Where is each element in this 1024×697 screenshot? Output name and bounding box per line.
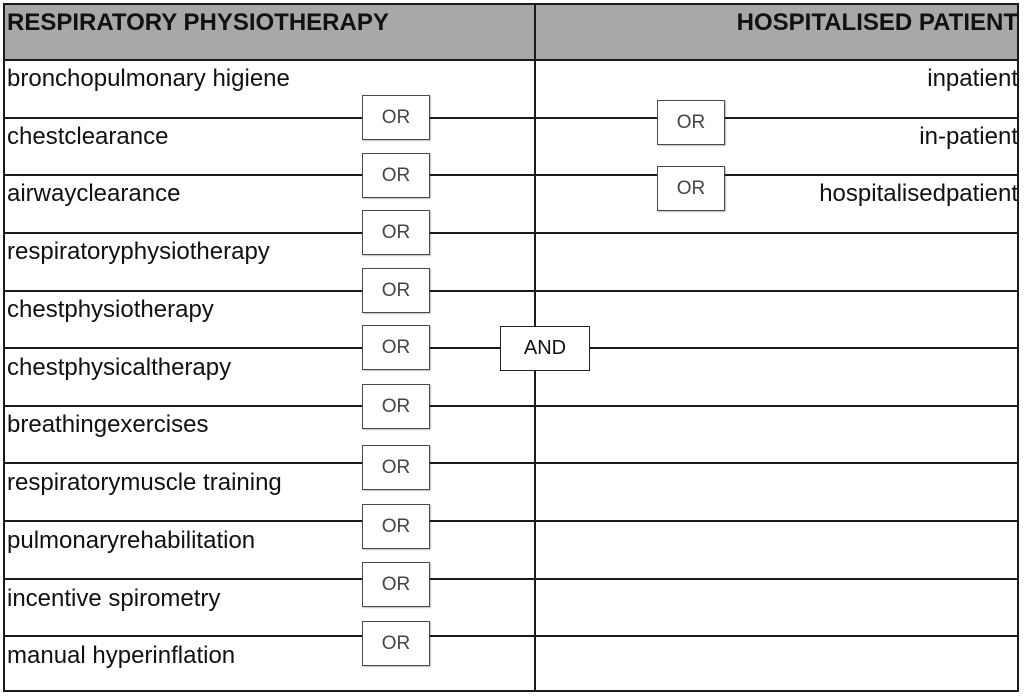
or-operator-box: OR (362, 325, 430, 370)
or-operator-box: OR (362, 153, 430, 198)
or-operator-box: OR (362, 621, 430, 666)
row-divider (5, 117, 1017, 119)
header-divider (5, 59, 1017, 61)
or-operator-box: OR (362, 445, 430, 490)
right-column-header: HOSPITALISED PATIENT (736, 9, 1018, 36)
right-term: hospitalisedpatient (819, 180, 1018, 207)
left-term: pulmonaryrehabilitation (7, 527, 256, 554)
or-operator-box: OR (362, 210, 430, 255)
left-term: respiratoryphysiotherapy (7, 238, 270, 265)
left-term: breathingexercises (7, 411, 209, 438)
row-divider (5, 520, 1017, 522)
left-term: chestphysicaltherapy (7, 354, 232, 381)
row-divider (5, 174, 1017, 176)
or-operator-box: OR (362, 504, 430, 549)
left-term: manual hyperinflation (7, 642, 236, 669)
right-term: in-patient (919, 123, 1018, 150)
left-term: respiratorymuscle training (7, 469, 282, 496)
row-divider (5, 405, 1017, 407)
or-operator-box: OR (362, 384, 430, 429)
left-term: chestclearance (7, 123, 169, 150)
row-divider (5, 232, 1017, 234)
or-operator-box: OR (362, 95, 430, 140)
left-term: bronchopulmonary higiene (7, 65, 290, 92)
or-operator-box: OR (362, 268, 430, 313)
left-column-header: RESPIRATORY PHYSIOTHERAPY (7, 9, 389, 36)
or-operator-box: OR (657, 166, 725, 211)
row-divider (5, 290, 1017, 292)
or-operator-box: OR (657, 100, 725, 145)
or-operator-box: OR (362, 562, 430, 607)
left-term: chestphysiotherapy (7, 296, 214, 323)
row-divider (5, 635, 1017, 637)
right-term: inpatient (927, 65, 1018, 92)
left-term: airwayclearance (7, 180, 181, 207)
and-operator-box: AND (500, 326, 590, 371)
left-term: incentive spirometry (7, 585, 221, 612)
row-divider (5, 578, 1017, 580)
row-divider (5, 462, 1017, 464)
